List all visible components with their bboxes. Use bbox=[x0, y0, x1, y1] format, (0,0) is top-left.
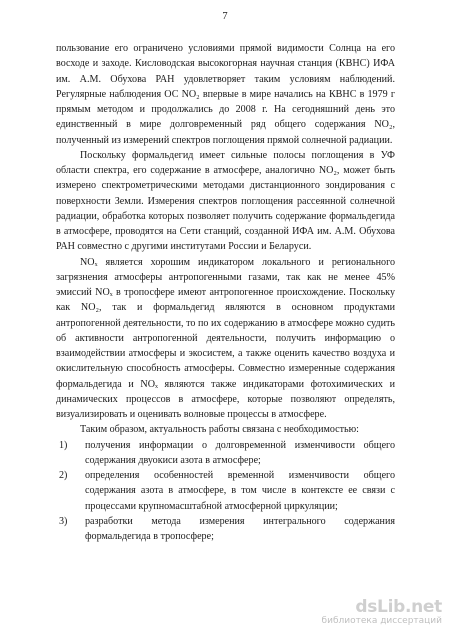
paragraph-nox: NOₓ является хорошим индикатором локального и регионального загрязнения атмосферы антропогенными газами, так как не менее 45% эмиссий NOₓ в тропосфере имеют антропогенное происхождение. Поскольку как NO₂, так и формальдегид являются в основном продуктами антропогенной деятельности, то по их содержанию в атмосфере можно судить об активности антропогенной деятельности, получить информацию о взаимодействии атмосферы и экосистем, а также оценить качество воздуха и окислительную способность атмосферы. Совместно измеренные содержания формальдегида и NOₓ являются также индикаторами фотохимических и динамических процессов в атмосфере, которые позволяют определять, визуализировать и оценивать волновые процессы в атмосфере. bbox=[56, 256, 395, 420]
paragraph-formaldehyde: Поскольку формальдегид имеет сильные полосы поглощения в УФ области спектра, его содержание в атмосфере, аналогично NO₂, может быть измерено спектрометрическими методами дистанционного зондирования с поверхности Земли. Измерения спектров поглощения рассеянной солнечной радиации, обработка которых позволяет получить содержание формальдегида в атмосфере, проводятся на Сети станций, созданной ИФА им. А.М. Обухова РАН совместно с другими институтами России и Беларуси. bbox=[56, 149, 395, 253]
list-item bbox=[56, 514, 395, 545]
paragraph-relevance-intro: Таким образом, актуальность работы связана с необходимостью: bbox=[80, 424, 359, 436]
page-body bbox=[56, 41, 395, 544]
list-item-text: получения информации о долговременной изменчивости общего содержания двуокиси азота в атмосфере; bbox=[85, 439, 395, 466]
relevance-list bbox=[56, 438, 395, 545]
page-number: 7 bbox=[222, 11, 228, 22]
list-item bbox=[56, 438, 395, 469]
list-item-number: 2) bbox=[59, 470, 68, 481]
watermark bbox=[292, 597, 442, 627]
list-item-text: разработки метода измерения интегрального содержания формальдегида в тропосфере; bbox=[85, 515, 395, 542]
paragraph-continuation: пользование его ограничено условиями прямой видимости Солнца на его восходе и заходе. Кисловодская высокогорная научная станция (КВНС) ИФА им. А.М. Обухова РАН удовлетворяет таким условиям наблюдений. Регулярные наблюдения ОС NO₂ впервые в мире начались на КВНС в 1979 г прямым методом и продолжались до 2008 г. На сегодняшний день это единственный в мире долговременный ряд общего содержания NO₂, полученный из измерений спектров поглощения прямой солнечной радиации. bbox=[56, 43, 395, 146]
watermark-subtitle: библиотека диссертаций bbox=[321, 616, 442, 626]
watermark-logo: dsLib.net bbox=[355, 597, 442, 617]
list-item-number: 1) bbox=[59, 439, 68, 451]
list-item bbox=[56, 468, 395, 514]
list-item-number: 3) bbox=[59, 515, 68, 527]
list-item-text: определения особенностей временной изменчивости общего содержания азота в атмосфере, в том числе в контексте ее связи с процессами крупномасштабной атмосферной циркуляции; bbox=[85, 470, 395, 512]
